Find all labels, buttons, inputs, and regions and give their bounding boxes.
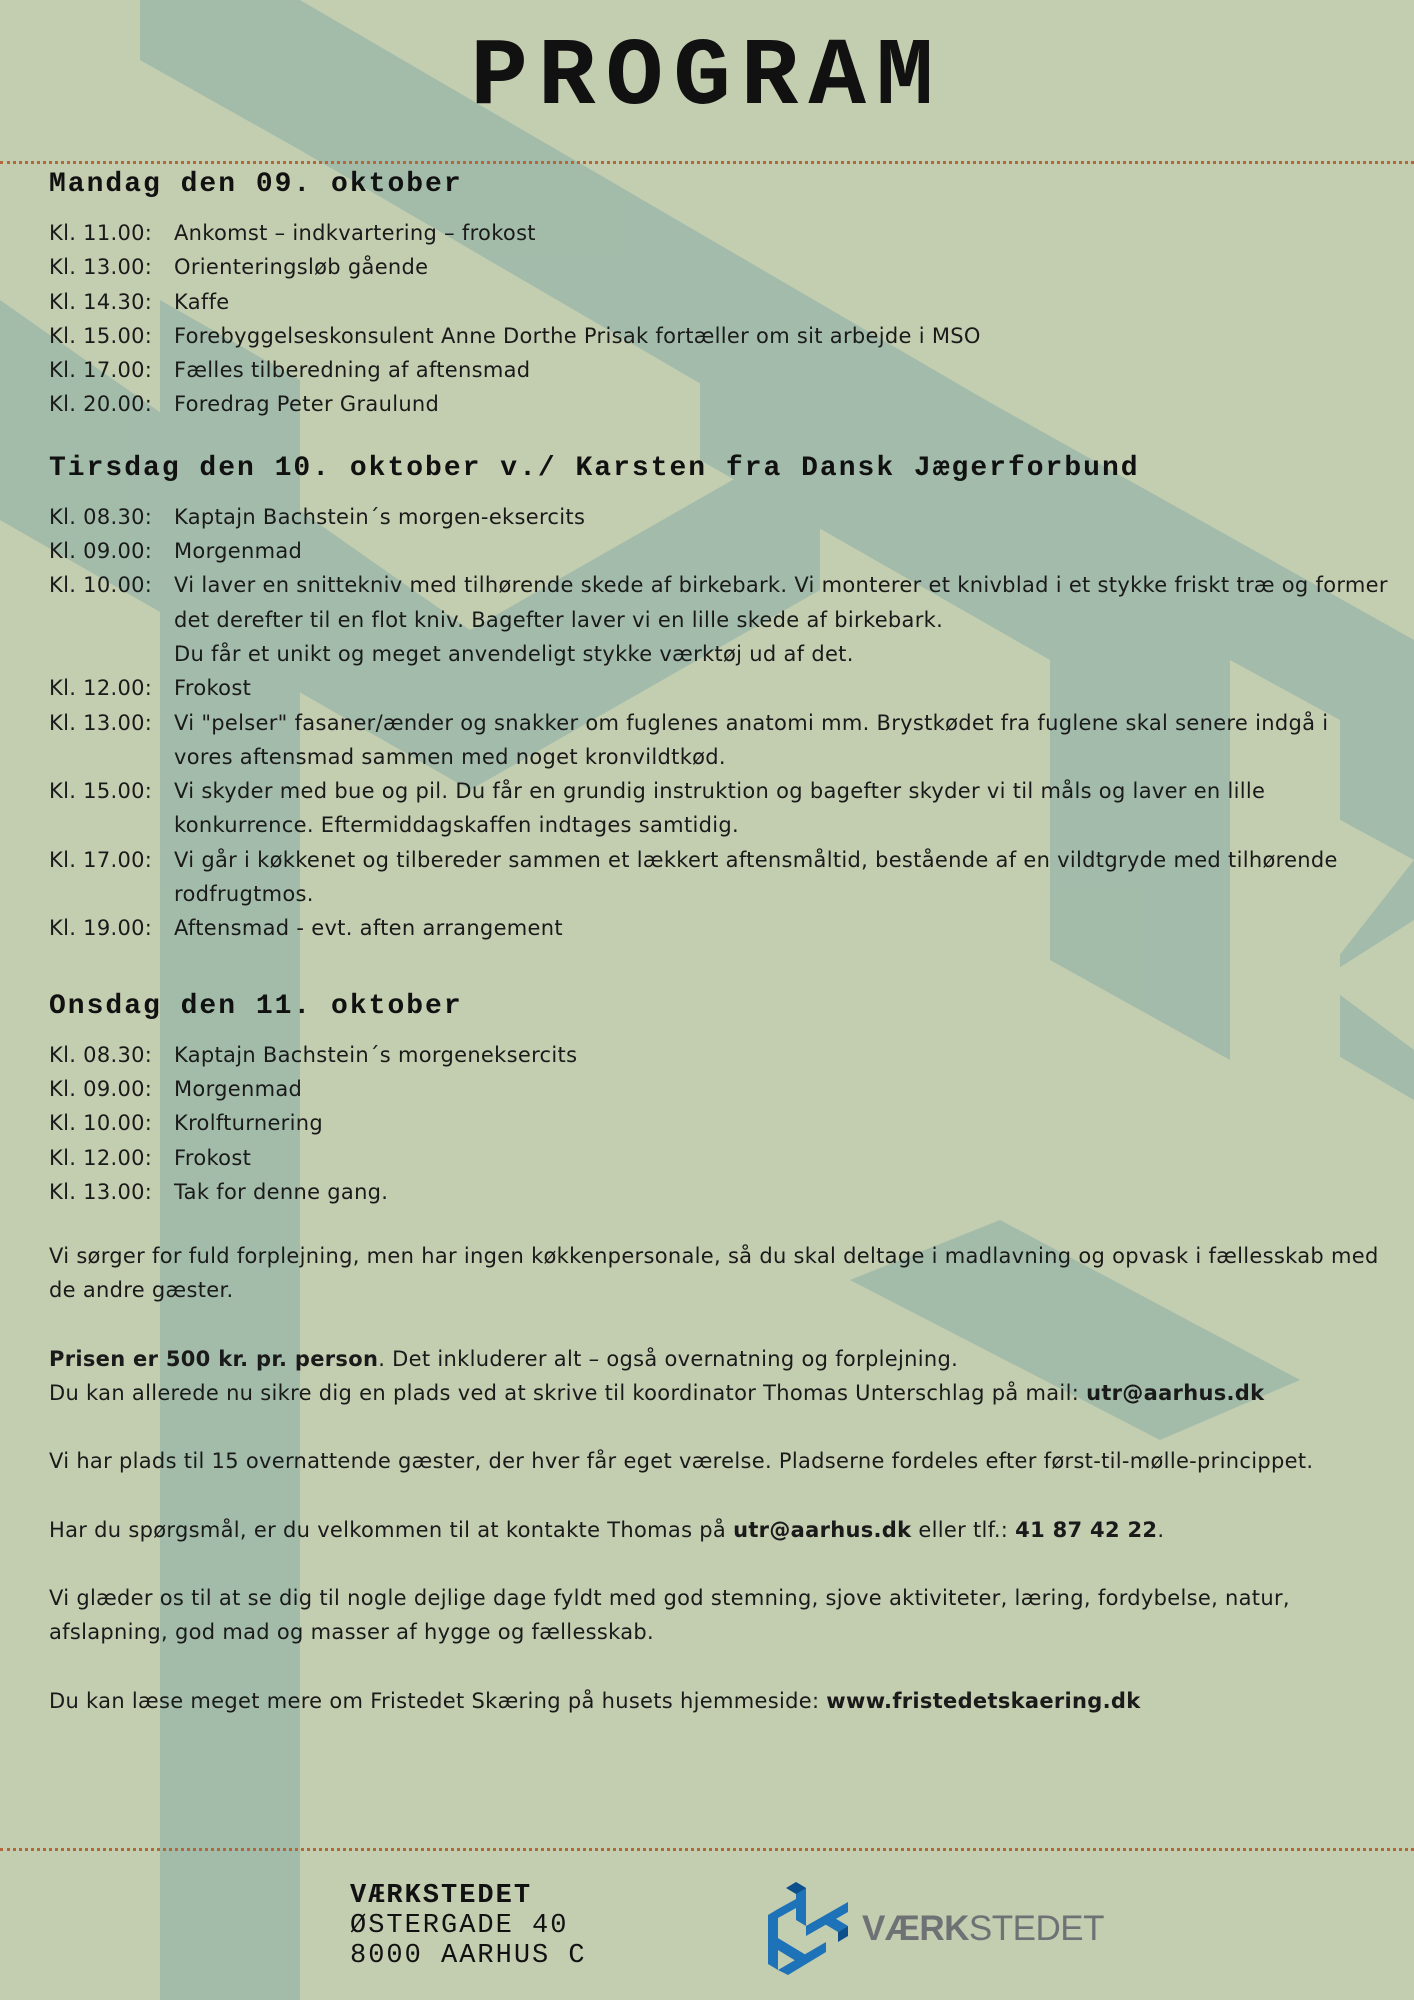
day-heading: Onsdag den 11. oktober xyxy=(49,990,463,1022)
entry-time: Kl. 15.00: xyxy=(49,779,153,804)
entry-time: Kl. 11.00: xyxy=(49,221,153,245)
entry-text: Frokost xyxy=(174,676,252,701)
contact-phone-label: eller tlf.: xyxy=(911,1517,1016,1542)
top-divider xyxy=(0,161,1414,164)
entry-time: Kl. 14.30: xyxy=(49,289,153,314)
price-paragraph xyxy=(49,1342,1389,1411)
bottom-divider xyxy=(0,1848,1414,1851)
entry-text: Krolfturnering xyxy=(174,1111,323,1136)
day-monday xyxy=(49,168,1389,422)
logo-wordmark-bold: VÆRK xyxy=(862,1909,969,1948)
city-address: 8000 AARHUS C xyxy=(350,1941,587,1971)
schedule-entry xyxy=(49,353,1389,387)
entry-text: Vi skyder med bue og pil. Du får en grundig instruktion og bagefter skyder vi til måls og laver en lille konkurrence. Eftermiddagskaffen indtages samtidig. xyxy=(174,779,1266,838)
schedule-entry xyxy=(49,1038,1389,1072)
entry-text: Frokost xyxy=(174,1145,252,1170)
entry-text: Tak for denne gang. xyxy=(174,1179,389,1204)
vaerkstedet-logo xyxy=(766,1880,1104,1975)
entry-time: Kl. 13.00: xyxy=(49,255,153,280)
entry-time: Kl. 17.00: xyxy=(49,847,153,872)
entry-time: Kl. 20.00: xyxy=(49,392,153,417)
entry-time: Kl. 10.00: xyxy=(49,1111,153,1136)
entry-text: Foredrag Peter Graulund xyxy=(174,392,440,417)
schedule-entry xyxy=(49,216,1389,250)
entry-time: Kl. 19.00: xyxy=(49,916,153,941)
schedule-entry xyxy=(49,387,1389,421)
schedule-entry xyxy=(49,911,1389,945)
entry-time: Kl. 08.30: xyxy=(49,1042,153,1067)
entry-time: Kl. 13.00: xyxy=(49,1179,153,1204)
entry-time: Kl. 13.00: xyxy=(49,710,153,735)
schedule-entry xyxy=(49,843,1389,912)
entry-text: Kaptajn Bachstein´s morgen-eksercits xyxy=(174,504,586,529)
entry-text: Vi laver en snittekniv med tilhørende skede af birkebark. Vi monterer et knivblad i et stykke friskt træ og former det derefter til en flot kniv. Bagefter laver vi en lille skede af birkebark. Du får et unikt og meget anvendeligt stykke værktøj ud af det. xyxy=(174,573,1388,666)
day-heading: Tirsdag den 10. oktober v./ Karsten fra Dansk Jægerforbund xyxy=(49,452,1140,484)
entry-time: Kl. 12.00: xyxy=(49,1145,153,1170)
entry-time: Kl. 15.00: xyxy=(49,323,153,348)
entry-text: Ankomst – indkvartering – frokost xyxy=(174,221,536,245)
logo-mark-icon xyxy=(766,1880,856,1975)
entry-time: Kl. 17.00: xyxy=(49,358,153,383)
entry-text: Morgenmad xyxy=(174,1076,303,1101)
schedule-entry xyxy=(49,319,1389,353)
entry-text: Kaffe xyxy=(174,289,230,314)
website-text: Du kan læse meget mere om Fristedet Skæring på husets hjemmeside: xyxy=(49,1688,827,1713)
day-heading: Mandag den 09. oktober xyxy=(49,169,463,200)
entry-text: Forebyggelseskonsulent Anne Dorthe Prisak fortæller om sit arbejde i MSO xyxy=(174,323,981,348)
entry-text: Vi går i køkkenet og tilbereder sammen et lækkert aftensmåltid, bestående af en vildtgryde med tilhørende rodfrugtmos. xyxy=(174,847,1338,907)
logo-wordmark-light: STEDET xyxy=(968,1909,1104,1948)
catering-paragraph: Vi sørger for fuld forplejning, men har ingen køkkenpersonale, så du skal deltage i madlavning og opvask i fællesskab med de andre gæster. xyxy=(49,1244,1379,1303)
signup-text: Du kan allerede nu sikre dig en plads ved at skrive til koordinator Thomas Unterschlag på mail: xyxy=(49,1381,1087,1406)
entry-text: Morgenmad xyxy=(174,539,303,564)
schedule-entry xyxy=(49,1072,1389,1106)
entry-time: Kl. 09.00: xyxy=(49,1076,153,1101)
street-address: ØSTERGADE 40 xyxy=(350,1911,569,1941)
day-wednesday xyxy=(49,990,1389,1209)
website-link[interactable]: www.fristedetskaering.dk xyxy=(826,1688,1141,1713)
schedule-entry xyxy=(49,706,1389,775)
contact-end: . xyxy=(1157,1517,1165,1542)
entry-text: Kaptajn Bachstein´s morgeneksercits xyxy=(174,1042,578,1067)
capacity-paragraph: Vi har plads til 15 overnattende gæster, der hver får eget værelse. Pladserne fordeles efter først-til-mølle-princippet. xyxy=(49,1449,1314,1474)
schedule-entry xyxy=(49,671,1389,705)
schedule-entry xyxy=(49,534,1389,568)
entry-text: Aftensmad - evt. aften arrangement xyxy=(174,916,563,941)
entry-time: Kl. 08.30: xyxy=(49,504,153,529)
entry-time: Kl. 09.00: xyxy=(49,539,153,564)
closing-paragraph: Vi glæder os til at se dig til nogle dejlige dage fyldt med god stemning, sjove aktiviteter, læring, fordybelse, natur, afslapning, god mad og masser af hygge og fællesskab. xyxy=(49,1585,1290,1645)
contact-email-link[interactable]: utr@aarhus.dk xyxy=(733,1517,912,1542)
schedule-entry xyxy=(49,1141,1389,1175)
entry-text: Orienteringsløb gående xyxy=(174,255,429,280)
footer-address xyxy=(350,1881,587,1971)
entry-text: Fælles tilberedning af aftensmad xyxy=(174,358,531,383)
schedule-entry xyxy=(49,1175,1389,1209)
schedule-entry xyxy=(49,568,1389,671)
email-link[interactable]: utr@aarhus.dk xyxy=(1086,1381,1265,1406)
price-highlight: Prisen er 500 kr. pr. person xyxy=(49,1346,379,1371)
entry-time: Kl. 12.00: xyxy=(49,676,153,701)
page-title: PROGRAM xyxy=(470,23,944,132)
schedule-entry xyxy=(49,250,1389,284)
schedule-entry xyxy=(49,774,1389,843)
schedule-entry xyxy=(49,500,1389,534)
contact-paragraph xyxy=(49,1513,1389,1547)
price-details: . Det inkluderer alt – også overnatning og forplejning. xyxy=(378,1346,959,1371)
entry-time: Kl. 10.00: xyxy=(49,573,153,598)
entry-text: Vi "pelser" fasaner/ænder og snakker om fuglenes anatomi mm. Brystkødet fra fuglene skal senere indgå i vores aftensmad sammen med noget kronvildtkød. xyxy=(174,710,1329,769)
schedule-entry xyxy=(49,285,1389,319)
organization-name: VÆRKSTEDET xyxy=(350,1881,533,1911)
phone-number[interactable]: 41 87 42 22 xyxy=(1015,1517,1158,1542)
program-content xyxy=(49,168,1389,1752)
logo-wordmark xyxy=(862,1909,1104,1949)
contact-text: Har du spørgsmål, er du velkommen til at kontakte Thomas på xyxy=(49,1517,734,1542)
schedule-entry xyxy=(49,1106,1389,1140)
day-tuesday xyxy=(49,452,1389,946)
website-paragraph xyxy=(49,1684,1389,1718)
